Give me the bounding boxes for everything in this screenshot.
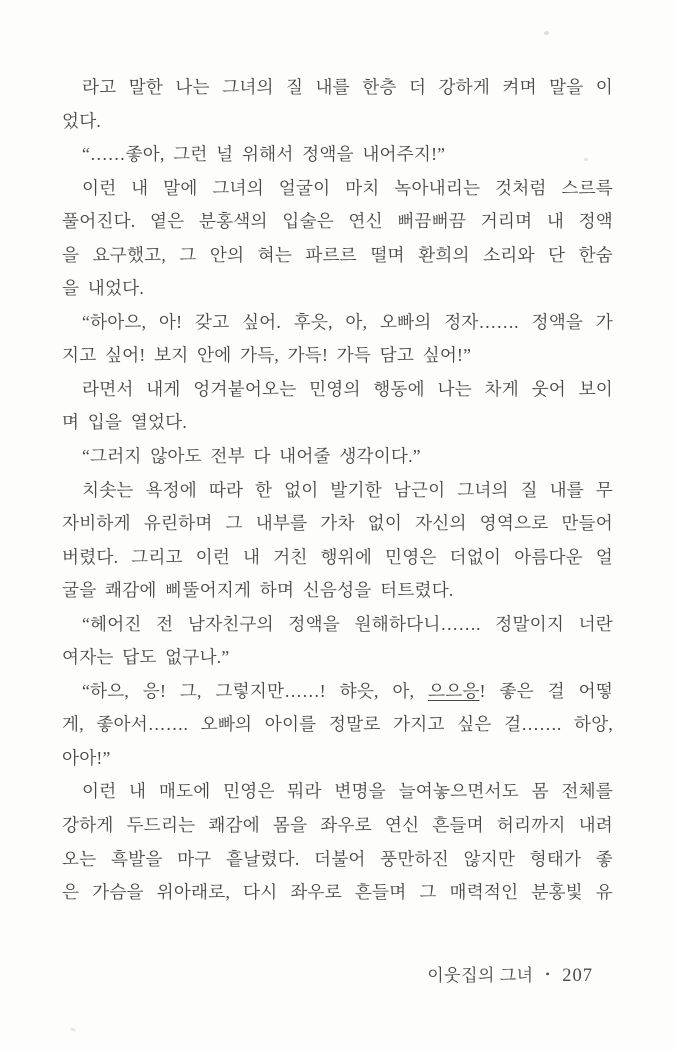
text-line: 오는 흑발을 마구 흩날렸다. 더불어 풍만하진 않지만 형태가 좋	[62, 848, 613, 869]
text-line: 을 내었다.	[62, 278, 144, 299]
page-number: 207	[562, 966, 593, 986]
text-line: 이런 내 말에 그녀의 얼굴이 마치 녹아내리는 것처럼 스르륵	[82, 177, 613, 198]
text-line: “하아으, 아! 갖고 싶어. 후읏, 아, 오빠의 정자……. 정액을 가	[82, 311, 613, 332]
text-line: 풀어진다. 옅은 분홍색의 입술은 연신 뻐끔뻐끔 거리며 내 정액	[62, 211, 613, 232]
text-line: 강하게 두드리는 쾌감에 몸을 좌우로 연신 흔들며 허리까지 내려	[62, 815, 613, 836]
text-line: 이런 내 매도에 민영은 뭐라 변명을 늘여놓으면서도 몸 전체를	[82, 781, 613, 802]
text-line: 라면서 내게 엉겨붙어오는 민영의 행동에 나는 차게 웃어 보이	[82, 378, 613, 399]
text-line: “……좋아, 그런 널 위해서 정액을 내어주지!”	[82, 144, 446, 165]
text-line: 은 가슴을 위아래로, 다시 좌우로 흔들며 그 매력적인 분홍빛 유	[62, 882, 613, 903]
text-line: 라고 말한 나는 그녀의 질 내를 한층 더 강하게 켜며 말을 이	[82, 77, 613, 97]
text-line	[62, 675, 613, 709]
page-footer	[427, 961, 593, 987]
text-line: 을 요구했고, 그 안의 혀는 파르르 떨며 환희의 소리와 단 한숨	[62, 244, 613, 265]
text-line: 버렸다. 그리고 이런 내 거친 행위에 민영은 더없이 아름다운 얼	[62, 546, 613, 567]
emphasized-text: 으으응	[428, 680, 480, 701]
text-line: “그러지 않아도 전부 다 내어줄 생각이다.”	[82, 446, 421, 467]
text-line: 며 입을 열었다.	[62, 412, 187, 433]
separator-dot: •	[545, 966, 551, 981]
text-line: 자비하게 유린하며 그 내부를 가차 없이 자신의 영역으로 만들어	[62, 513, 613, 534]
text-segment: ! 좋은 걸 어떻	[479, 680, 613, 701]
text-line: 굴을 쾌감에 삐뚤어지게 하며 신음성을 터트렸다.	[62, 580, 454, 601]
text-segment: “하으, 응! 그, 그렇지만……! 햐읏, 아,	[82, 680, 428, 701]
text-line: 여자는 답도 없구나.”	[62, 647, 230, 668]
body-text	[62, 71, 613, 910]
scan-speck	[70, 1027, 77, 1032]
text-line: 었다.	[62, 110, 101, 131]
text-line: 아아!”	[62, 747, 111, 768]
text-line: “헤어진 전 남자친구의 정액을 원해하다니……. 정말이지 너란	[82, 613, 613, 634]
scan-speck	[544, 31, 549, 35]
text-line: 게, 좋아서……. 오빠의 아이를 정말로 가지고 싶은 걸……. 하앙,	[62, 714, 613, 735]
text-line: 지고 싶어! 보지 안에 가득, 가득! 가득 담고 싶어!”	[62, 345, 472, 366]
text-line: 치솟는 욕정에 따라 한 없이 발기한 남근이 그녀의 질 내를 무	[82, 479, 613, 500]
running-title: 이웃집의 그녀	[427, 966, 534, 985]
